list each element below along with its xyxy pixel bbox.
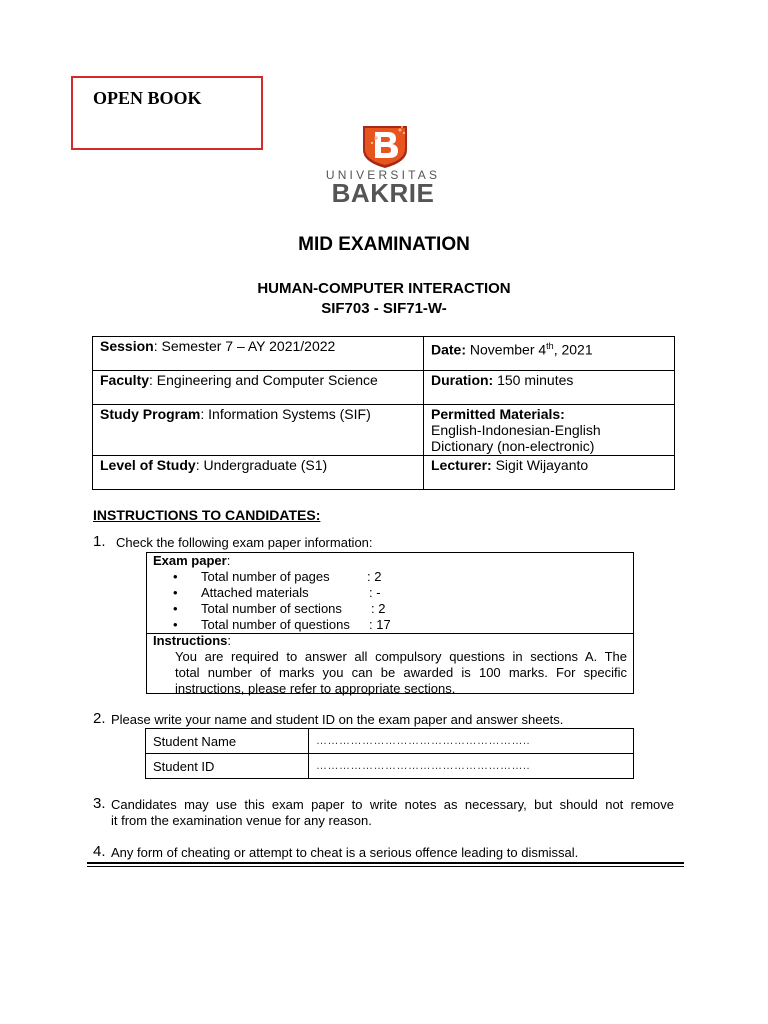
program-cell	[93, 405, 424, 456]
program-value: : Information Systems (SIF)	[200, 406, 371, 422]
exam-paper-box	[146, 552, 634, 694]
materials-value-line-2: Dictionary (non-electronic)	[431, 438, 595, 454]
date-year: , 2021	[553, 341, 593, 358]
date-cell	[424, 337, 675, 371]
box-line-3: instructions, please refer to appropriate sections.	[175, 681, 456, 696]
date-suffix: th	[546, 341, 554, 351]
bullet-icon: •	[173, 585, 178, 600]
faculty-cell	[93, 371, 424, 405]
lecturer-cell	[424, 456, 675, 490]
box-instructions-label: Instructions	[153, 633, 228, 648]
session-cell	[93, 337, 424, 371]
university-shield-icon	[320, 124, 450, 168]
item-1-text: Check the following exam paper information:	[116, 535, 373, 550]
box-instructions-heading	[153, 633, 231, 649]
student-id-label: Student ID	[146, 754, 309, 779]
level-label: Level of Study	[100, 457, 196, 473]
level-value: : Undergraduate (S1)	[195, 457, 328, 473]
bullet-icon: •	[173, 569, 178, 584]
table-row	[93, 405, 675, 456]
date-value: November 4	[466, 341, 547, 358]
bullet-value: : 17	[369, 617, 391, 632]
box-line-1: You are required to answer all compulsory questions in sections A. The	[175, 649, 627, 664]
student-name-label: Student Name	[146, 729, 309, 754]
bullet-value: : 2	[371, 601, 386, 616]
table-row	[93, 337, 675, 371]
bullet-value: : -	[369, 585, 381, 600]
student-name-field[interactable]: ………………………………………………..	[309, 729, 634, 754]
student-id-field[interactable]: ………………………………………………..	[309, 754, 634, 779]
item-1-number: 1.	[93, 533, 106, 550]
bullet-icon: •	[173, 601, 178, 616]
program-label: Study Program	[100, 406, 201, 422]
exam-title: MID EXAMINATION	[298, 234, 470, 255]
item-3-number: 3.	[93, 795, 106, 812]
instructions-heading: INSTRUCTIONS TO CANDIDATES:	[93, 507, 321, 523]
item-3-line-1: Candidates may use this exam paper to write notes as necessary, but should not remove	[111, 797, 674, 812]
exam-paper-colon: :	[226, 553, 231, 568]
university-logo	[320, 124, 450, 208]
table-row	[93, 371, 675, 405]
materials-cell	[424, 405, 675, 456]
open-book-badge	[71, 76, 263, 150]
bullet-label: Total number of questions	[201, 617, 350, 632]
duration-cell	[424, 371, 675, 405]
item-4-number: 4.	[93, 843, 106, 860]
level-cell	[93, 456, 424, 490]
exam-paper-heading	[153, 553, 230, 569]
exam-paper-label: Exam paper	[153, 553, 227, 568]
bullet-icon: •	[173, 617, 178, 632]
bullet-label: Attached materials	[201, 585, 309, 600]
faculty-value: : Engineering and Computer Science	[149, 372, 378, 388]
duration-label: Duration:	[431, 372, 494, 388]
box-line-2: total number of marks you can be awarded is 100 marks. For specific	[175, 665, 627, 680]
lecturer-label: Lecturer:	[431, 457, 492, 473]
item-3-line-2: it from the examination venue for any reason.	[111, 813, 372, 828]
divider-line	[87, 866, 684, 867]
student-info-table	[145, 728, 634, 779]
exam-info-table	[92, 336, 675, 490]
course-title: HUMAN-COMPUTER INTERACTION	[257, 280, 511, 297]
table-row	[146, 729, 634, 754]
materials-value-line-1: English-Indonesian-English	[431, 422, 601, 438]
table-row	[93, 456, 675, 490]
faculty-label: Faculty	[100, 372, 150, 388]
box-instructions-colon: :	[227, 633, 232, 648]
logo-top-text: UNIVERSITAS	[325, 168, 441, 182]
bullet-label: Total number of pages	[201, 569, 330, 584]
table-row	[146, 754, 634, 779]
date-label: Date:	[431, 341, 467, 358]
course-code: SIF703 - SIF71-W-	[321, 300, 447, 317]
materials-label: Permitted Materials:	[431, 406, 565, 422]
bullet-value: : 2	[367, 569, 382, 584]
open-book-label: OPEN BOOK	[93, 88, 202, 108]
lecturer-value: Sigit Wijayanto	[491, 457, 589, 473]
item-2-text: Please write your name and student ID on the exam paper and answer sheets.	[111, 712, 564, 727]
item-4-text: Any form of cheating or attempt to cheat is a serious offence leading to dismissal.	[111, 845, 579, 860]
session-label: Session	[100, 338, 154, 354]
item-2-number: 2.	[93, 710, 106, 727]
divider-line	[87, 862, 684, 864]
logo-main-text: BAKRIE	[331, 178, 435, 208]
session-value: : Semester 7 – AY 2021/2022	[153, 338, 336, 354]
duration-value: 150 minutes	[493, 372, 574, 388]
bullet-label: Total number of sections	[201, 601, 342, 616]
